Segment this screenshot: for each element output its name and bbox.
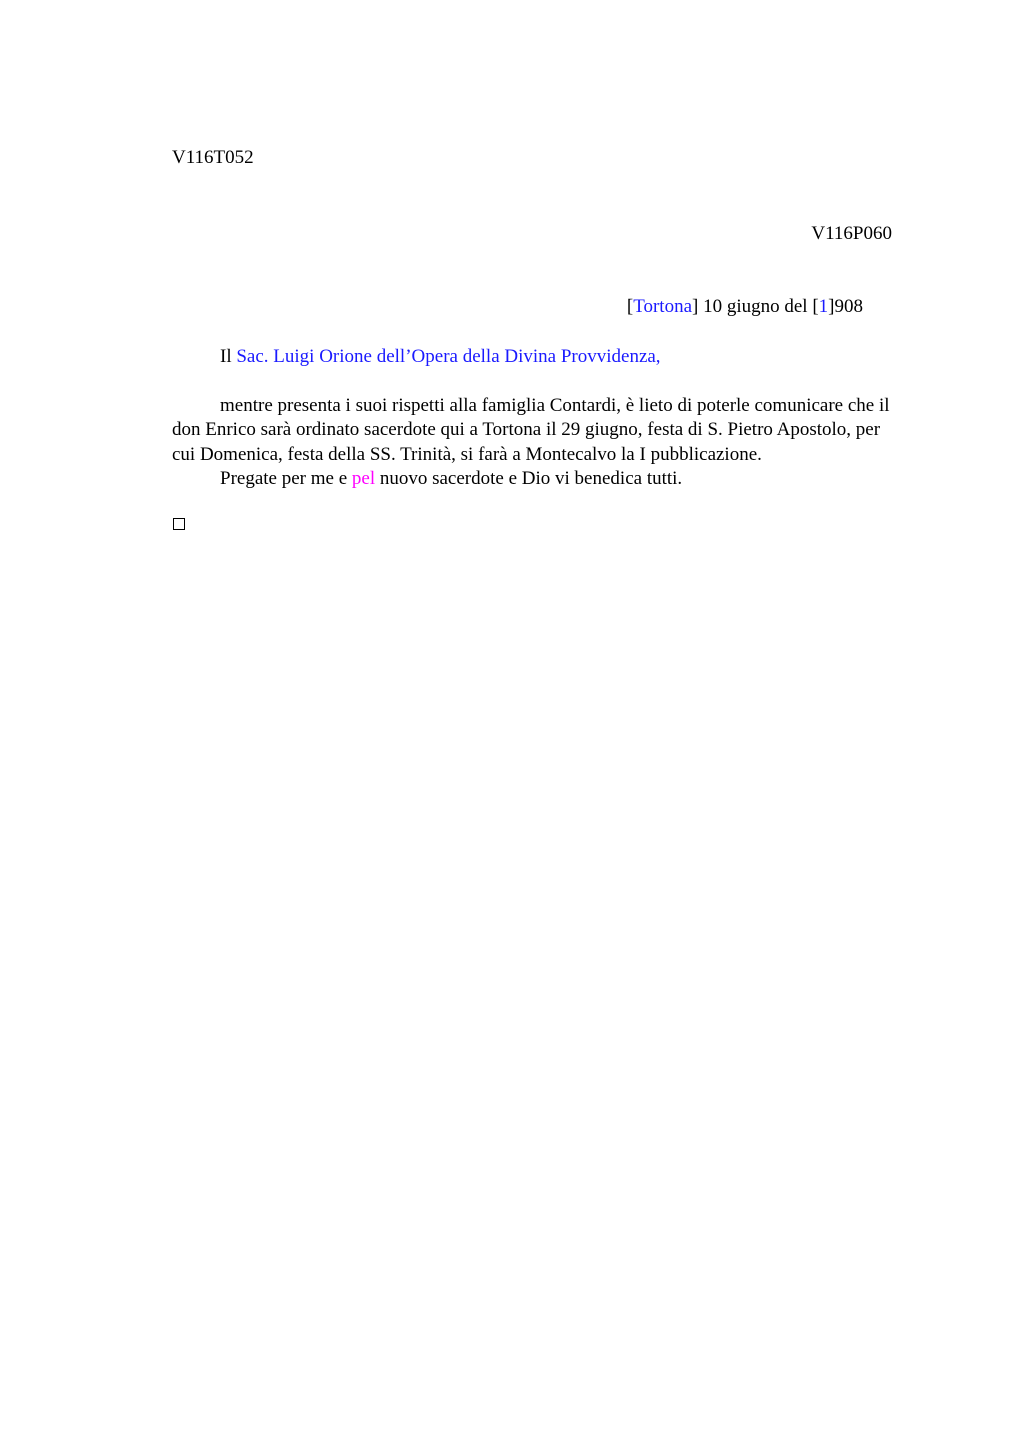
dateline-place: Tortona (633, 296, 693, 317)
sender-prefix: Il (220, 346, 237, 367)
dateline-bracket-open: [ (626, 296, 634, 317)
dateline-year-digit: 1 (818, 296, 829, 317)
sender-line (220, 345, 661, 369)
paragraph-1: mentre presenta i suoi rispetti alla famiglia Contardi, è lieto di poterle comunicare che il don Enrico sarà ordinato sacerdote qui a Tortona il 29 giugno, festa di S. Pietro Apostolo, per cui Domenica, festa della SS. Trinità, si farà a Montecalvo la I pubblicazione. (172, 395, 890, 465)
dateline-bracket-open-2: [ (812, 296, 819, 317)
end-marker-box (173, 518, 185, 530)
dateline-bracket-close: ] (692, 296, 699, 317)
paragraph-2 (172, 467, 892, 491)
page-code: V116P060 (811, 223, 892, 244)
sender-name: Sac. Luigi Orione dell’Opera della Divina Provvidenza, (236, 346, 661, 367)
dateline (627, 295, 863, 319)
dateline-bracket-close-2: ] (828, 296, 835, 317)
paragraph-2-before: Pregate per me e (220, 467, 352, 489)
highlighted-word: pel (351, 467, 376, 489)
paragraph-2-after: nuovo sacerdote e Dio vi benedica tutti. (375, 467, 683, 489)
dateline-date: 10 giugno del (698, 296, 813, 317)
dateline-year-rest: 908 (834, 296, 863, 317)
letter-body (172, 394, 892, 491)
document-code: V116T052 (172, 147, 254, 168)
